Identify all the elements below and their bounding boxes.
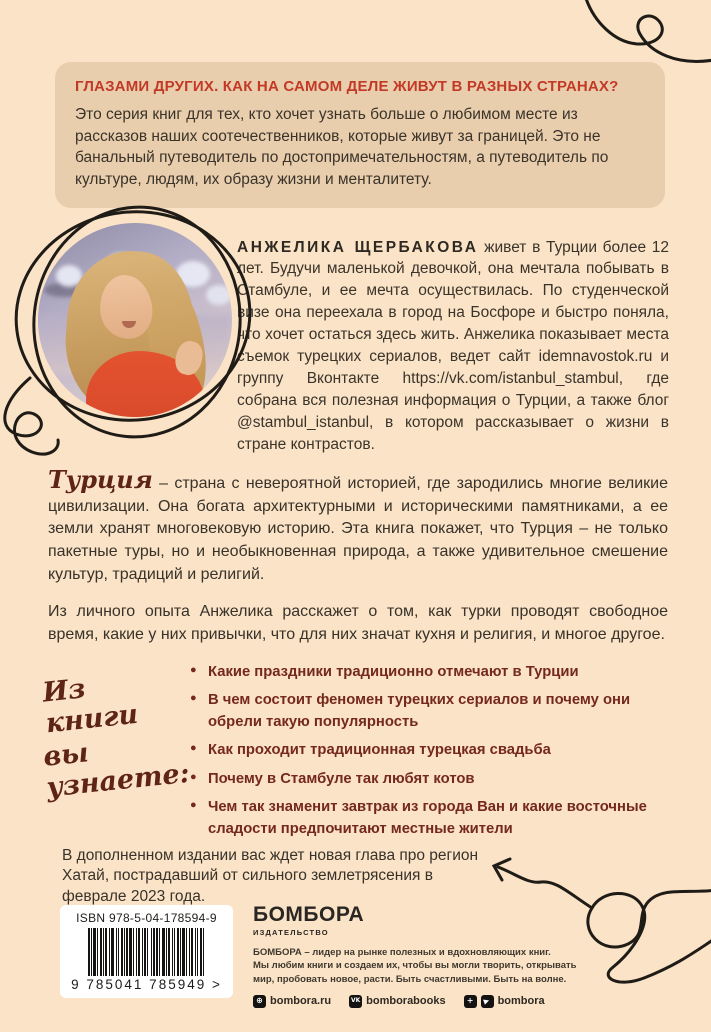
social-label: bombora: [497, 995, 545, 1008]
author-name: АНЖЕЛИКА ЩЕРБАКОВА: [237, 238, 479, 256]
learn-item: ● Какие праздники традиционно отмечают в Турции: [190, 662, 672, 683]
plus-icon: +: [464, 995, 477, 1008]
turkey-script-word: Турция: [48, 465, 153, 494]
barcode-digits: 9 785041 785949 >: [71, 977, 222, 992]
edition-note: В дополненном издании вас ждет новая глава про регион Хатай, пострадавший от сильного землетрясения в феврале 2023 года.: [62, 846, 479, 906]
series-header-block: [55, 62, 665, 208]
learn-item: ● Чем так знаменит завтрак из города Ван и какие восточные сладости предпочитают местные жители: [190, 797, 672, 840]
author-photo-circle: [38, 223, 232, 417]
publisher-desc-line: мир, пробовать новое, расти. Быть счастливыми. Быть на волне.: [253, 973, 567, 985]
social-item-messengers: [464, 995, 545, 1008]
author-bio: [237, 237, 669, 456]
about-turkey-paragraph: [48, 465, 668, 587]
publisher-description: [253, 946, 593, 986]
publisher-desc-line: Мы любим книги и создаем их, чтобы вы могли творить, открывать: [253, 960, 577, 972]
learn-item: ● Как проходит традиционная турецкая свадьба: [190, 740, 672, 761]
social-item-vk: [349, 995, 445, 1008]
social-row: [253, 995, 593, 1008]
author-bio-text: живет в Турции более 12 лет. Будучи маленькой девочкой, она мечтала побывать в Стамбуле, и ее мечта осуществилась. По студенческой визе она переехала в город на Босфоре и быстро поняла, что хочет остаться здесь жить. Анжелика показывает места съемок турецких сериалов, ведет сайт idemnavostok.ru и группу Вконтакте https://vk.com/istanbul_stambul, где собрана вся полезная информация о Турции, а также блог @stambul_istanbul, в котором рассказывает о жизни в стране контрастов.: [237, 238, 670, 453]
globe-icon: ⊕: [253, 995, 266, 1008]
top-right-squiggle: [584, 0, 711, 61]
author-photo: [38, 223, 232, 417]
publisher-block: [253, 903, 593, 1008]
publisher-subtitle: ИЗДАТЕЛЬСТВО: [253, 928, 329, 937]
arrow-line: [498, 867, 592, 908]
publisher-desc-line: БОМБОРА – лидер на рынке полезных и вдохновляющих книг.: [253, 947, 551, 958]
learn-item: ● В чем состоит феномен турецких сериалов и почему они обрели такую популярность: [190, 690, 672, 733]
learn-label: [41, 663, 197, 854]
about-turkey-text: – страна с невероятной историей, где зародились многие великие цивилизации. Она богата архитектурными и историческими памятниками, а ее земли хранят многовековую историю. Эта книга покажет, что Турция – не только пакетные туры, но и необыкновенная природа, а также удивительное смешение культур, традиций и религий.: [48, 475, 668, 583]
learn-label-line2: вы узнаете:: [41, 737, 191, 804]
social-label: bomborabooks: [366, 995, 446, 1008]
learn-item: ● Почему в Стамбуле так любят котов: [190, 769, 672, 790]
personal-experience-paragraph: Из личного опыта Анжелика расскажет о том, как турки проводят свободное время, какие у них привычки, что для них значат кухня и религия, и многое другое.: [48, 603, 668, 643]
barcode-box: [60, 905, 233, 998]
vk-icon: VK: [349, 995, 362, 1008]
barcode-bars: [71, 928, 223, 976]
bottom-swirl: [588, 890, 711, 982]
telegram-icon: ▶: [481, 995, 494, 1008]
social-item-site: [253, 995, 331, 1008]
series-title: ГЛАЗАМИ ДРУГИХ. КАК НА САМОМ ДЕЛЕ ЖИВУТ В РАЗНЫХ СТРАНАХ?: [75, 78, 619, 95]
series-intro: Это серия книг для тех, кто хочет узнать больше о любимом месте из рассказов наших соотечественников, которые живут за границей. Это не банальный путеводитель по достопримечательностям, а путеводитель по культуре, людям, их образу жизни и менталитету.: [75, 106, 609, 189]
arrow-head: [494, 859, 510, 880]
publisher-name: БОМБОРА: [253, 903, 365, 926]
learn-label-line1: Из книги: [41, 673, 140, 740]
social-label: bombora.ru: [270, 995, 332, 1008]
isbn-label: ISBN 978-5-04-178594-9: [76, 911, 217, 925]
learn-section: [41, 662, 672, 847]
learn-list: [188, 662, 672, 847]
